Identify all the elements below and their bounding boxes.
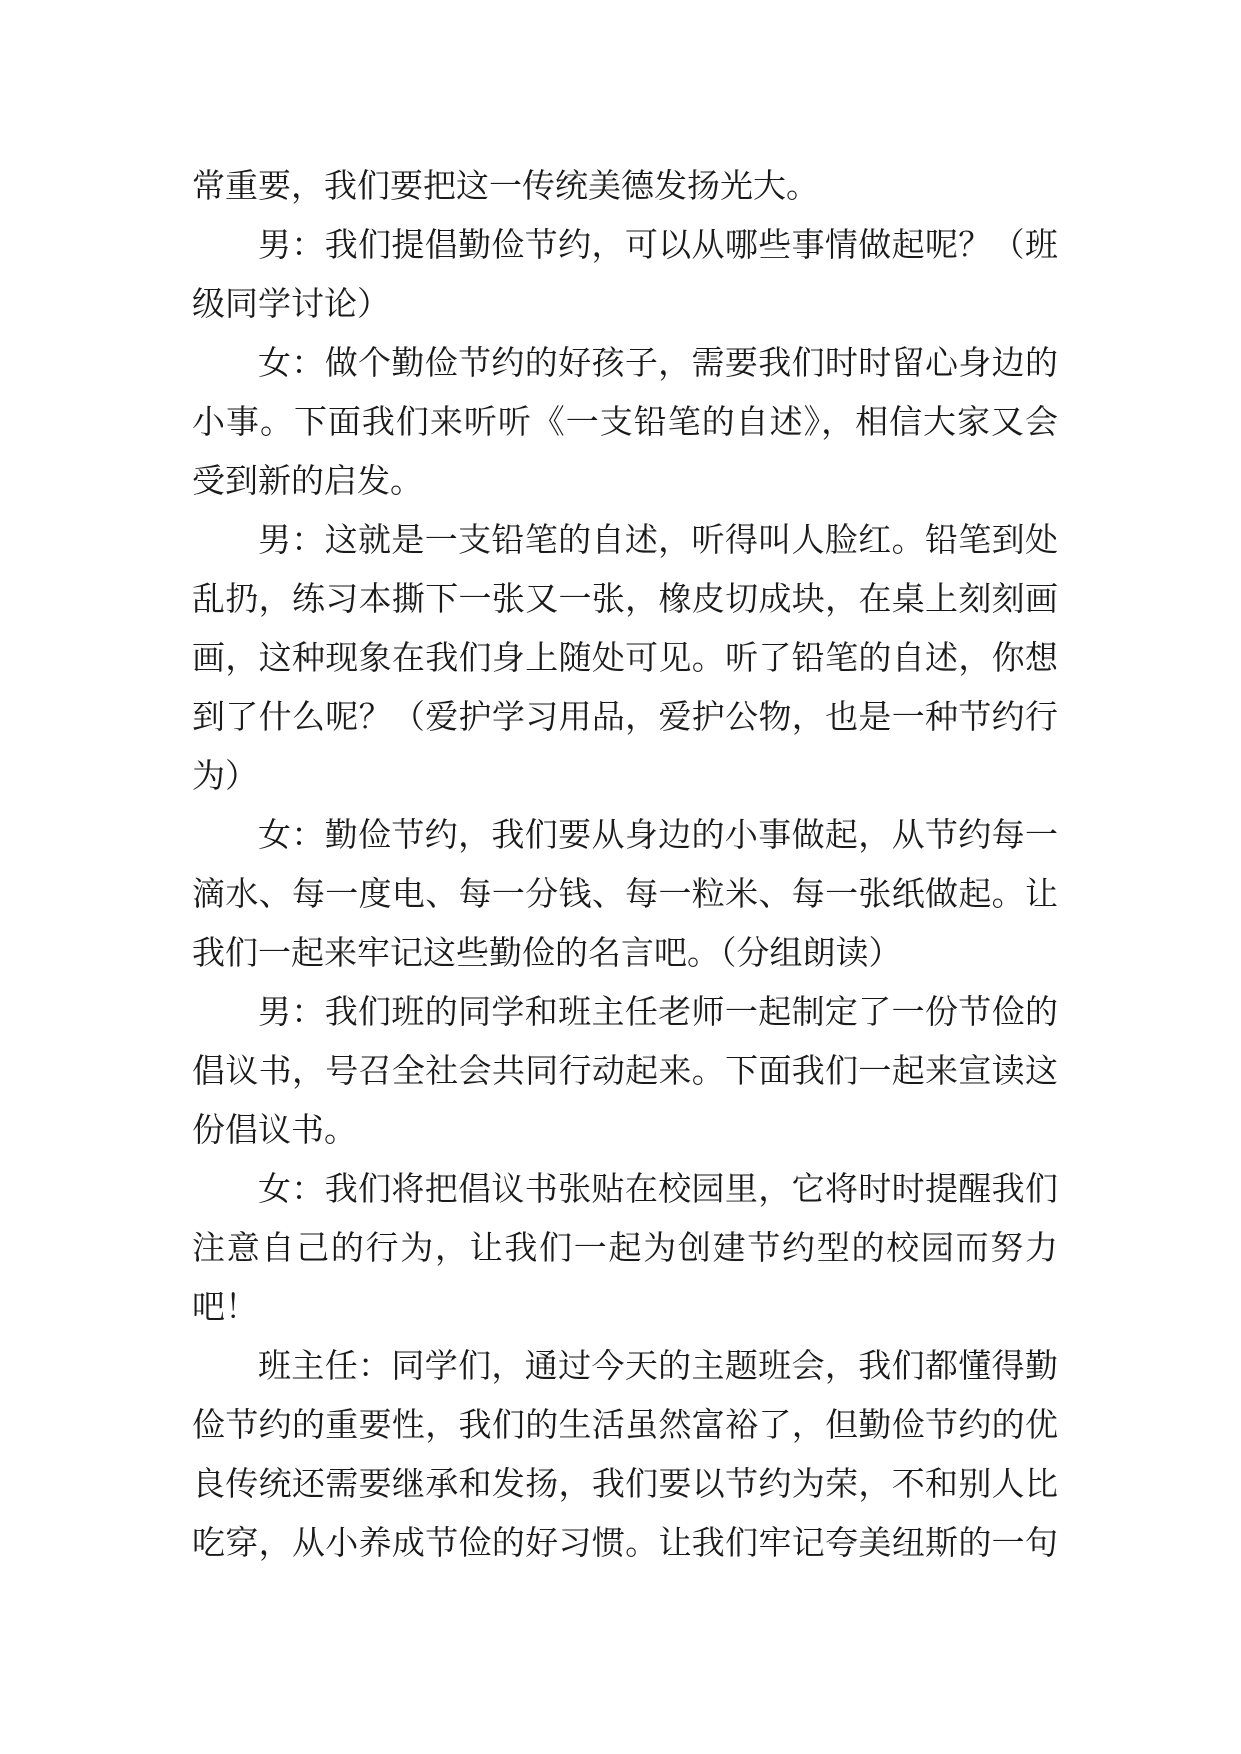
paragraph-line: 男：这就是一支铅笔的自述，听得叫人脸红。铅笔到处	[258, 520, 1058, 559]
paragraph-line: 女：做个勤俭节约的好孩子，需要我们时时留心身边的	[258, 343, 1058, 382]
dialogue-paragraph-teacher	[192, 1336, 1058, 1572]
paragraph-line: 滴水、每一度电、每一分钱、每一粒米、每一张纸做起。让	[192, 874, 1058, 913]
paragraph-line: 男：我们班的同学和班主任老师一起制定了一份节俭的	[258, 992, 1058, 1031]
paragraph-line: 女：勤俭节约，我们要从身边的小事做起，从节约每一	[258, 815, 1058, 854]
paragraph-line: 女：我们将把倡议书张贴在校园里，它将时时提醒我们	[258, 1169, 1058, 1208]
dialogue-paragraph-female	[192, 805, 1058, 982]
paragraph-line: 良传统还需要继承和发扬，我们要以节约为荣，不和别人比	[192, 1464, 1058, 1503]
dialogue-paragraph-male	[192, 982, 1058, 1159]
paragraph-line: 为）	[192, 756, 258, 795]
paragraph-line: 乱扔，练习本撕下一张又一张，橡皮切成块，在桌上刻刻画	[192, 579, 1058, 618]
paragraph-line: 到了什么呢？（爱护学习用品，爱护公物，也是一种节约行	[192, 697, 1058, 736]
paragraph-line: 级同学讨论）	[192, 284, 390, 323]
dialogue-paragraph-male	[192, 510, 1058, 805]
paragraph-line: 俭节约的重要性，我们的生活虽然富裕了，但勤俭节约的优	[192, 1405, 1058, 1444]
paragraph-line: 班主任：同学们，通过今天的主题班会，我们都懂得勤	[258, 1346, 1058, 1385]
paragraph-line: 吃穿，从小养成节俭的好习惯。让我们牢记夸美纽斯的一句	[192, 1523, 1058, 1562]
paragraph-line: 倡议书，号召全社会共同行动起来。下面我们一起来宣读这	[192, 1051, 1058, 1090]
paragraph-line: 男：我们提倡勤俭节约，可以从哪些事情做起呢？（班	[258, 225, 1058, 264]
paragraph-line: 我们一起来牢记这些勤俭的名言吧。（分组朗读）	[192, 933, 902, 972]
continued-paragraph	[192, 156, 1058, 215]
paragraph-line: 小事。下面我们来听听《一支铅笔的自述》，相信大家又会	[192, 402, 1058, 441]
paragraph-line: 注意自己的行为，让我们一起为创建节约型的校园而努力	[192, 1228, 1058, 1267]
paragraph-line: 吧！	[192, 1287, 258, 1326]
dialogue-paragraph-female	[192, 1159, 1058, 1336]
document-body	[192, 156, 1058, 1572]
dialogue-paragraph-male	[192, 215, 1058, 333]
paragraph-line: 受到新的启发。	[192, 461, 423, 500]
paragraph-line: 画，这种现象在我们身上随处可见。听了铅笔的自述，你想	[192, 638, 1058, 677]
paragraph-line: 份倡议书。	[192, 1110, 357, 1149]
dialogue-paragraph-female	[192, 333, 1058, 510]
paragraph-line: 常重要，我们要把这一传统美德发扬光大。	[192, 166, 819, 205]
